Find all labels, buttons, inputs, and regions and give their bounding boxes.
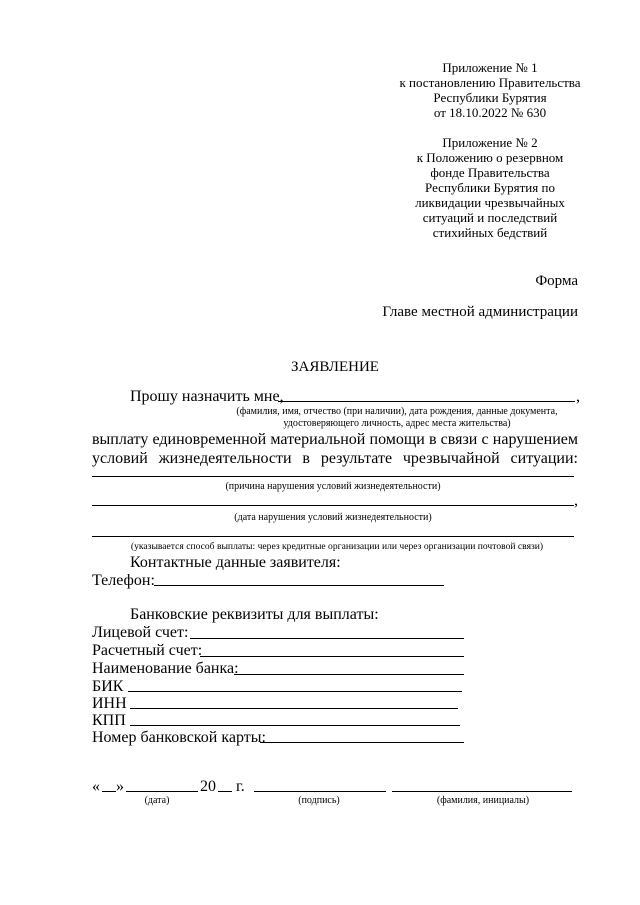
request-prefix: Прошу назначить мне, (130, 388, 284, 405)
request-body-2: условий жизнедеятельности в результате чрезвычайной ситуации: (92, 450, 578, 467)
appendix-1-line2: к постановлению Правительства (399, 75, 581, 90)
appendix-1-line3: Республики Бурятия (433, 90, 547, 105)
inn-field[interactable] (130, 708, 458, 709)
document-title: ЗАЯВЛЕНИЕ (291, 359, 379, 375)
appendix-2-line7: стихийных бедствий (432, 225, 548, 240)
phone-label: Телефон: (92, 572, 155, 589)
date-hint: (дата нарушения условий жизнедеятельности) (234, 512, 432, 523)
appendix-1-line1: Приложение № 1 (442, 60, 538, 75)
reason-line[interactable] (92, 476, 574, 477)
request-hint-1: (фамилия, имя, отчество (при наличии), дата рождения, данные документа, (236, 406, 558, 417)
bank-name-label: Наименование банка: (92, 660, 239, 677)
bik-label: БИК (92, 678, 124, 695)
year-prefix: 20 (200, 778, 216, 795)
payment-method-line[interactable] (92, 536, 574, 537)
appendix-2-line3: фонде Правительства (430, 165, 550, 180)
contacts-heading: Контактные данные заявителя: (130, 554, 341, 571)
year-field[interactable] (218, 791, 232, 792)
appendix-2-block (390, 135, 590, 240)
kpp-field[interactable] (130, 725, 460, 726)
kpp-label: КПП (92, 712, 126, 729)
date-hint-signature: (дата) (144, 795, 170, 806)
card-number-label: Номер банковской карты: (92, 729, 266, 746)
personal-account-label: Лицевой счет: (92, 624, 189, 641)
appendix-2-line2: к Положению о резервном (416, 150, 564, 165)
request-comma: , (576, 388, 580, 405)
date-comma: , (574, 492, 578, 509)
settlement-account-label: Расчетный счет: (92, 642, 203, 659)
appendix-2-line6: ситуаций и последствий (422, 210, 558, 225)
name-hint: (фамилия, инициалы) (436, 795, 530, 806)
bank-name-field[interactable] (234, 674, 464, 675)
addressee: Главе местной администрации (382, 304, 578, 320)
signature-field[interactable] (254, 791, 386, 792)
payment-method-hint: (указывается способ выплаты: через кредитные организации или через организации почтовой связи) (130, 541, 544, 552)
quote-open: « (92, 778, 100, 795)
request-hint-2: удостоверяющего личность, адрес места жительства) (283, 418, 511, 429)
appendix-2-line5: ликвидации чрезвычайных (415, 195, 565, 210)
appendix-2-line4: Республики Бурятия по (425, 180, 555, 195)
quote-close: » (116, 778, 124, 795)
sign-hint: (подпись) (298, 795, 340, 806)
appendix-1-line4: от 18.10.2022 № 630 (433, 105, 547, 120)
year-suffix: г. (236, 778, 245, 795)
name-field[interactable] (392, 791, 572, 792)
form-label: Форма (535, 273, 578, 289)
settlement-account-field[interactable] (200, 656, 464, 657)
appendix-1-block (390, 60, 590, 120)
card-number-field[interactable] (260, 742, 464, 743)
bank-heading: Банковские реквизиты для выплаты: (130, 606, 379, 623)
request-body-1: выплату единовременной материальной помощи в связи с нарушением (92, 431, 578, 448)
reason-hint: (причина нарушения условий жизнедеятельности) (225, 481, 441, 492)
bik-field[interactable] (128, 691, 462, 692)
day-field[interactable] (102, 791, 116, 792)
inn-label: ИНН (92, 695, 127, 712)
appendix-2-line1: Приложение № 2 (442, 135, 538, 150)
date-line[interactable] (92, 505, 574, 506)
phone-field[interactable] (154, 585, 444, 586)
applicant-info-line[interactable] (278, 401, 575, 402)
month-field[interactable] (126, 791, 198, 792)
personal-account-field[interactable] (190, 638, 464, 639)
